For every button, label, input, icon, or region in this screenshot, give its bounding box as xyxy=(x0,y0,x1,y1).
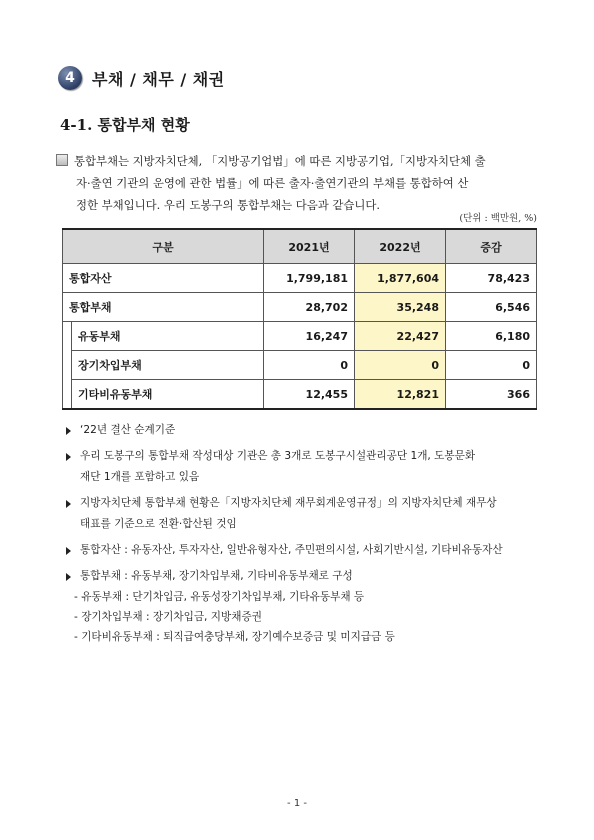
intro-line-3: 정한 부채입니다. 우리 도봉구의 통합부채는 다음과 같습니다. xyxy=(76,198,381,212)
value-2021: 0 xyxy=(264,351,355,380)
section-title: 부채 / 채무 / 채권 xyxy=(92,69,225,89)
triangle-bullet-icon xyxy=(66,453,71,461)
triangle-bullet-icon xyxy=(66,427,71,435)
page-number: - 1 - xyxy=(287,798,307,809)
triangle-bullet-icon xyxy=(66,547,71,555)
row-label: 통합자산 xyxy=(63,264,264,293)
header-2021: 2021년 xyxy=(264,229,355,264)
header-change: 증감 xyxy=(446,229,537,264)
value-2021: 16,247 xyxy=(264,322,355,351)
note-text: 재단 1개를 포함하고 있음 xyxy=(80,471,200,483)
subsection-title: 4-1. 통합부채 현황 xyxy=(60,116,190,134)
note-text: 우리 도봉구의 통합부채 작성대상 기관은 총 3개로 도봉구시설관리공단 1개, 도봉문화 xyxy=(80,450,476,462)
indent-cell xyxy=(63,380,72,410)
note-item xyxy=(64,540,544,561)
triangle-bullet-icon xyxy=(66,500,71,508)
note-item xyxy=(64,493,544,535)
intro-line-2: 자·출연 기관의 운영에 관한 법률」에 따른 출자·출연기관의 부채를 통합하여 산 xyxy=(76,176,469,190)
dash-item: - 장기차입부채 : 장기차입금, 지방채증권 xyxy=(74,611,262,623)
triangle-bullet-icon xyxy=(66,573,71,581)
value-2022: 1,877,604 xyxy=(355,264,446,293)
value-2021: 12,455 xyxy=(264,380,355,410)
row-label: 기타비유동부채 xyxy=(72,380,264,410)
intro-paragraph xyxy=(56,150,540,216)
indent-cell xyxy=(63,351,72,380)
value-2022: 0 xyxy=(355,351,446,380)
row-label: 장기차입부채 xyxy=(72,351,264,380)
table-header-row xyxy=(63,229,537,264)
table-row xyxy=(63,322,537,351)
note-item xyxy=(64,446,544,488)
value-change: 6,546 xyxy=(446,293,537,322)
section-header xyxy=(58,64,225,92)
value-2021: 1,799,181 xyxy=(264,264,355,293)
dash-item: - 기타비유동부채 : 퇴직급여충당부채, 장기예수보증금 및 미지급금 등 xyxy=(74,631,395,643)
intro-line-1: 통합부채는 지방자치단체, 「지방공기업법」에 따른 지방공기업,「지방자치단체 출 xyxy=(74,154,486,168)
table-row xyxy=(63,293,537,322)
value-change: 6,180 xyxy=(446,322,537,351)
value-2021: 28,702 xyxy=(264,293,355,322)
indent-cell xyxy=(63,322,72,351)
note-text: 통합자산 : 유동자산, 투자자산, 일반유형자산, 주민편의시설, 사회기반시설, 기타비유동자산 xyxy=(80,544,503,556)
row-label: 통합부채 xyxy=(63,293,264,322)
header-category: 구분 xyxy=(63,229,264,264)
section-number-badge: 4 xyxy=(58,66,82,90)
integrated-debt-table xyxy=(62,228,537,410)
value-2022: 12,821 xyxy=(355,380,446,410)
note-item xyxy=(64,420,544,441)
dash-item: - 유동부채 : 단기차입금, 유동성장기차입부채, 기타유동부채 등 xyxy=(74,591,365,603)
value-2022: 22,427 xyxy=(355,322,446,351)
note-item xyxy=(64,566,544,587)
square-bullet-icon xyxy=(56,154,68,166)
value-change: 78,423 xyxy=(446,264,537,293)
notes-list xyxy=(64,420,544,647)
unit-label: (단위 : 백만원, %) xyxy=(459,213,537,224)
note-text: 통합부채 : 유동부채, 장기차입부채, 기타비유동부채로 구성 xyxy=(80,570,353,582)
value-change: 0 xyxy=(446,351,537,380)
header-2022: 2022년 xyxy=(355,229,446,264)
note-text: 태표를 기준으로 전환·합산된 것임 xyxy=(80,518,237,530)
note-text: 지방자치단체 통합부채 현황은「지방자치단체 재무회계운영규정」의 지방자치단체 재무상 xyxy=(80,497,497,509)
table-row xyxy=(63,264,537,293)
value-change: 366 xyxy=(446,380,537,410)
table-row xyxy=(63,351,537,380)
row-label: 유동부채 xyxy=(72,322,264,351)
value-2022: 35,248 xyxy=(355,293,446,322)
note-text: ‘22년 결산 순계기준 xyxy=(80,424,176,436)
table-row xyxy=(63,380,537,410)
